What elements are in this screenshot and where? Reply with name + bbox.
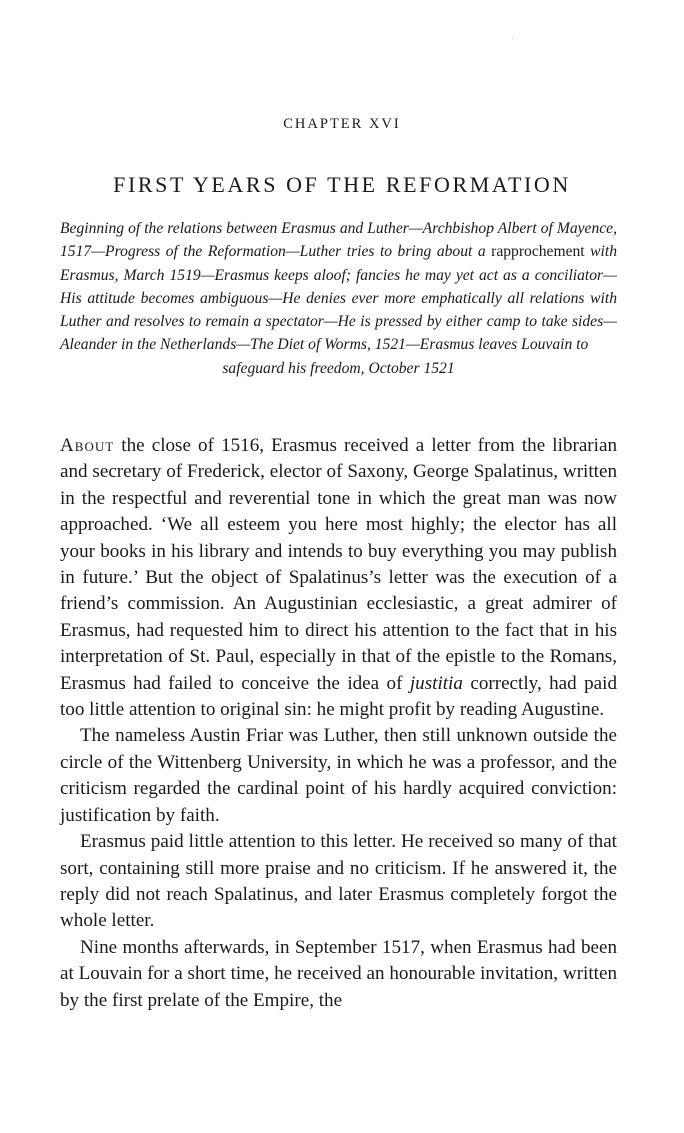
scan-speck (512, 38, 513, 39)
paragraph-3: Erasmus paid little attention to this letter. He received so many of that sort, containing still more praise and no criticism. If he answered it, the reply did not reach Spalatinus, and later Erasmus completely forgot the whole letter. (60, 831, 617, 932)
body-text (60, 433, 617, 1014)
paragraph-1-text-b: correctly, had paid too little attention to original sin: he might profit by reading Augustine. (60, 672, 617, 721)
synopsis-text-part-1: Beginning of the relations between Erasmus and Luther—Archbishop Albert of Mayence, 1517—Progress of the Reformation—Luther tries to bring about a (60, 220, 617, 261)
synopsis-roman-word: rapprochement (491, 243, 585, 261)
paragraph-1-text-a: the close of 1516, Erasmus received a letter from the librarian and secretary of Frederick, elector of Saxony, George Spalatinus, written in the respectful and reverential tone in which the great man was now approached. ‘We all esteem you here most highly; the elector has all your books in his library and intends to buy everything you may publish in future.’ But the object of Spalatinus’s letter was the execution of a friend’s commission. An Augustinian ecclesiastic, a great admirer of Erasmus, had requested him to direct his attention to the fact that in his interpretation of St. Paul, especially in that of the epistle to the Romans, Erasmus had failed to conceive the idea of (60, 435, 617, 694)
chapter-synopsis (60, 217, 617, 380)
italic-term: justitia (409, 672, 463, 694)
chapter-number: CHAPTER XVI (283, 116, 401, 132)
chapter-title: FIRST YEARS OF THE REFORMATION (113, 172, 571, 197)
paragraph-4: Nine months afterwards, in September 1517, when Erasmus had been at Louvain for a short time, he received an honourable invitation, written by the first prelate of the Empire, the (60, 936, 617, 1011)
synopsis-last-line: safeguard his freedom, October 1521 (222, 359, 455, 377)
paragraph-2: The nameless Austin Friar was Luther, then still unknown outside the circle of the Wittenberg University, in which he was a professor, and the criticism regarded the cardinal point of his hardly acquired conviction: justification by faith. (60, 725, 617, 826)
opening-word: About (60, 435, 115, 456)
paragraph-1 (60, 433, 617, 723)
synopsis-text-part-2: with Erasmus, March 1519—Erasmus keeps aloof; fancies he may yet act as a conciliator—His attitude becomes ambiguous—He denies ever more emphatically all relations with Luther and resolves to remain a spectator—He is pressed by either camp to take sides—Aleander in the Netherlands—The Diet of Worms, 1521—Erasmus leaves Louvain to (60, 243, 618, 354)
